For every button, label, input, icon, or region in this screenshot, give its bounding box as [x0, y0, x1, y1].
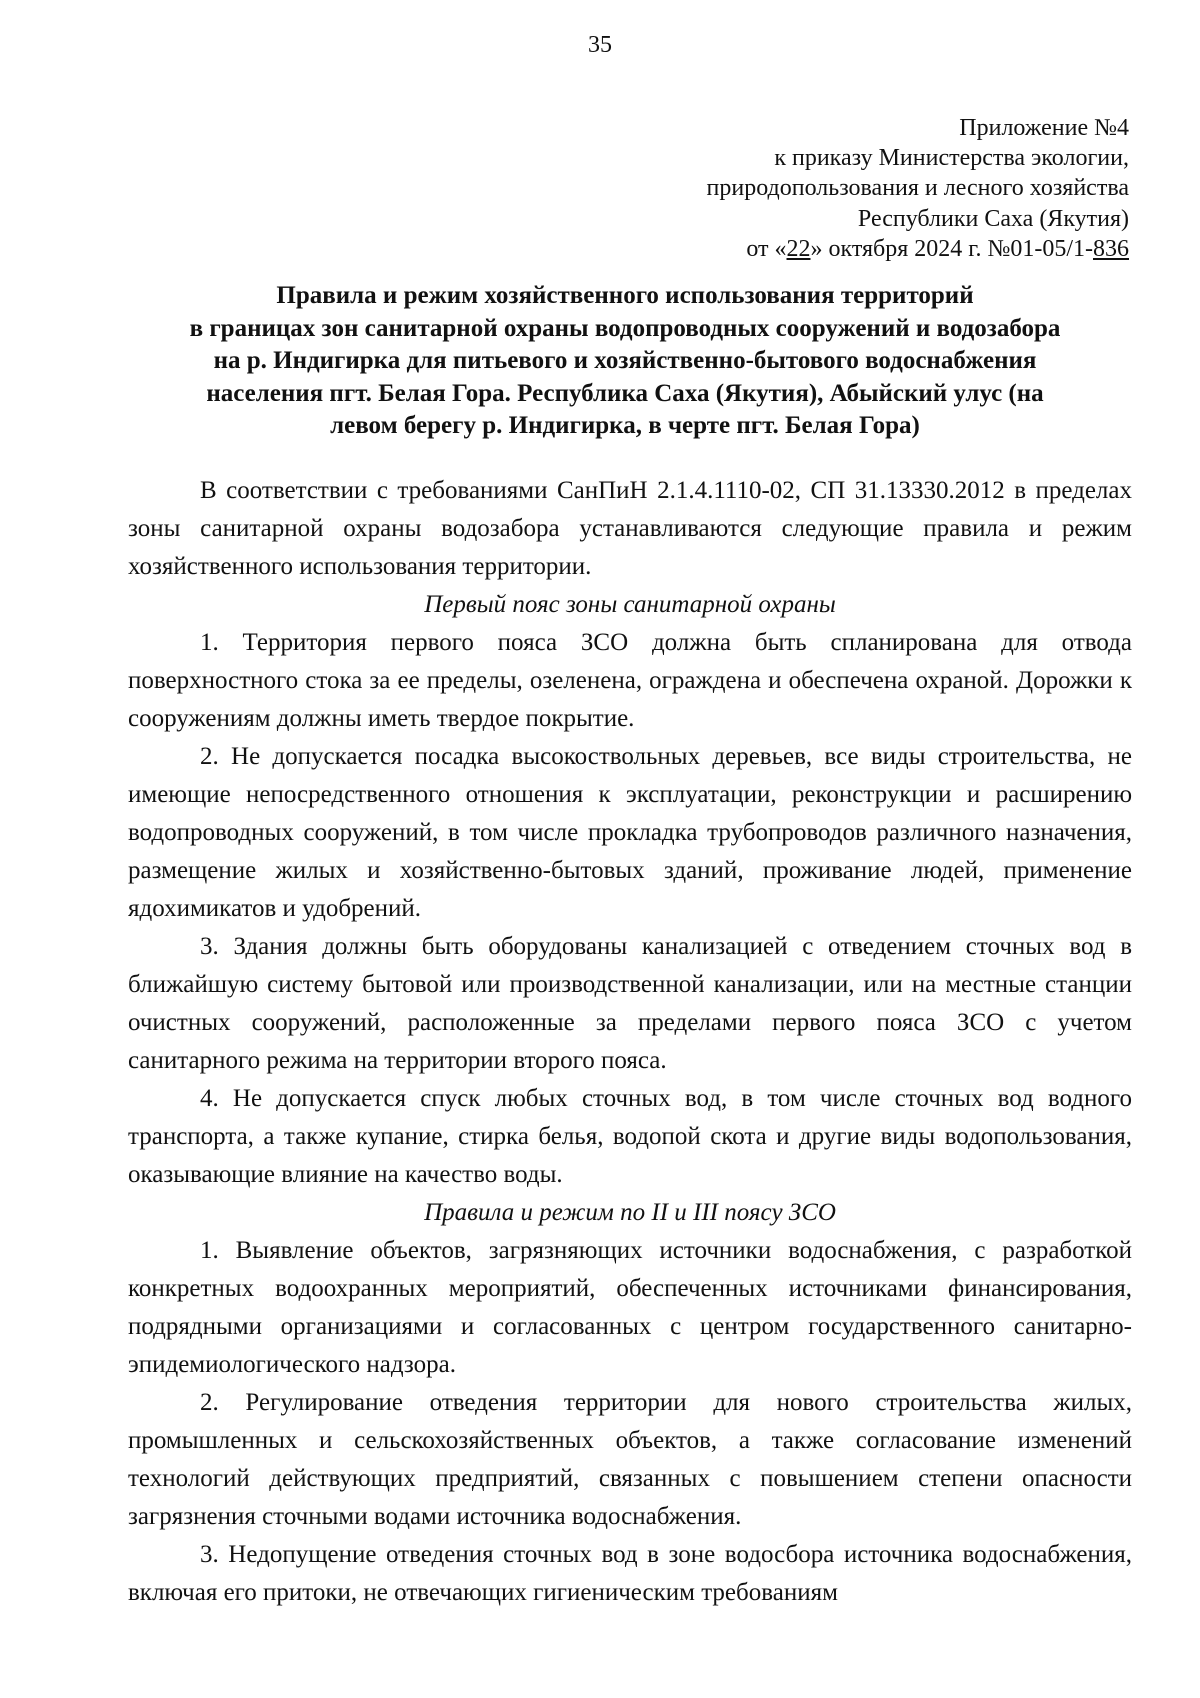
date-prefix: от «	[746, 235, 787, 262]
document-body	[128, 472, 1132, 1612]
intro-paragraph: В соответствии с требованиями СанПиН 2.1.4.1110-02, СП 31.13330.2012 в пределах зоны санитарной охраны водозабора устанавливаются следующие правила и режим хозяйственного использования территории.	[128, 477, 1132, 580]
list-item: 1. Территория первого пояса ЗСО должна быть спланирована для отвода поверхностного стока за ее пределы, озеленена, ограждена и обеспечена охраной. Дорожки к сооружениям должны иметь твердое покрытие.	[128, 629, 1132, 732]
list-item: 3. Недопущение отведения сточных вод в зоне водосбора источника водоснабжения, включая его притоки, не отвечающих гигиеническим требованиям	[128, 1541, 1132, 1606]
appendix-line: природопользования и лесного хозяйства	[706, 175, 1129, 202]
list-item: 2. Регулирование отведения территории для нового строительства жилых, промышленных и сельскохозяйственных объектов, а также согласование изменений технологий действующих предприятий, связанных с повышением степени опасности загрязнения сточными водами источника водоснабжения.	[128, 1389, 1132, 1530]
title-line: в границах зон санитарной охраны водопроводных сооружений и водозабора	[189, 314, 1061, 342]
date-middle: » октября 2024 г. №01-05/1-	[810, 235, 1093, 262]
date-day: 22	[786, 235, 811, 262]
document-title	[120, 280, 1130, 443]
list-item: 2. Не допускается посадка высокоствольных деревьев, все виды строительства, не имеющие непосредственного отношения к эксплуатации, реконструкции и расширению водопроводных сооружений, в том числе прокладка трубопроводов различного назначения, размещение жилых и хозяйственно-бытовых зданий, проживание людей, применение ядохимикатов и удобрений.	[128, 743, 1132, 922]
page-number: 35	[588, 32, 612, 58]
section-heading-first-belt: Первый пояс зоны санитарной охраны	[424, 591, 836, 618]
title-line: левом берегу р. Индигирка, в черте пгт. Белая Гора)	[330, 412, 920, 439]
appendix-line: к приказу Министерства экологии,	[774, 145, 1129, 172]
order-number: 836	[1093, 235, 1129, 262]
appendix-header	[569, 113, 1129, 264]
list-item: 3. Здания должны быть оборудованы канализацией с отведением сточных вод в ближайшую систему бытовой или производственной канализации, или на местные станции очистных сооружений, расположенные за пределами первого пояса ЗСО с учетом санитарного режима на территории второго пояса.	[128, 933, 1132, 1074]
title-line: на р. Индигирка для питьевого и хозяйственно-бытового водоснабжения	[213, 347, 1037, 374]
title-line: Правила и режим хозяйственного использования территорий	[276, 282, 974, 309]
appendix-line: Приложение №4	[959, 115, 1129, 141]
list-item: 4. Не допускается спуск любых сточных вод, в том числе сточных вод водного транспорта, а также купание, стирка белья, водопой скота и другие виды водопользования, оказывающие влияние на качество воды.	[128, 1085, 1132, 1188]
section-heading-second-third-belt: Правила и режим по II и III поясу ЗСО	[424, 1199, 836, 1226]
appendix-order-date	[569, 234, 1129, 264]
title-line: населения пгт. Белая Гора. Республика Саха (Якутия), Абыйский улус (на	[206, 379, 1044, 407]
appendix-line: Республики Саха (Якутия)	[857, 205, 1129, 232]
list-item: 1. Выявление объектов, загрязняющих источники водоснабжения, с разработкой конкретных водоохранных мероприятий, обеспеченных источниками финансирования, подрядными организациями и согласованных с центром государственного санитарно-эпидемиологического надзора.	[128, 1237, 1132, 1378]
